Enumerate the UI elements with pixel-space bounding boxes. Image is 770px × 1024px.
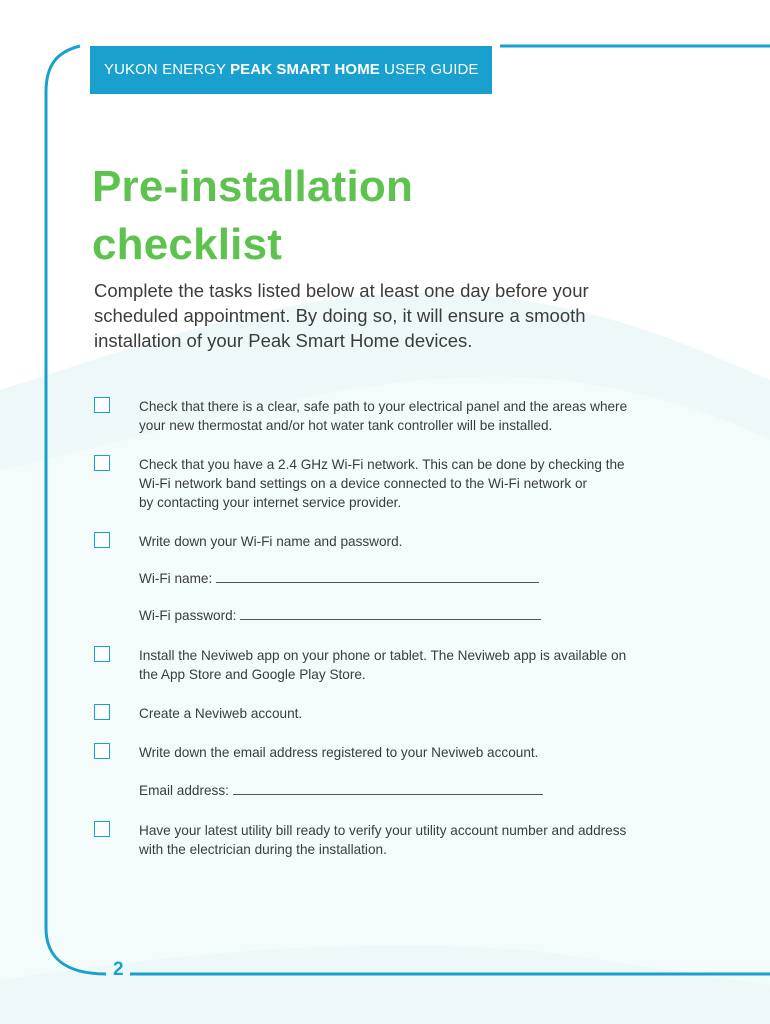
checklist-item-text: Install the Neviweb app on your phone or tablet. The Neviweb app is available on the App Store and Google Play Store. xyxy=(139,648,627,682)
wifi-name-blank-line[interactable] xyxy=(216,569,539,583)
email-address-label: Email address: xyxy=(139,783,229,798)
wifi-password-blank-line[interactable] xyxy=(240,606,541,620)
guide-header-banner xyxy=(90,46,492,94)
email-address-blank-line[interactable] xyxy=(233,781,543,795)
title-line-2: checklist xyxy=(92,220,283,269)
wifi-name-label: Wi-Fi name: xyxy=(139,571,213,586)
wifi-name-field[interactable] xyxy=(139,569,539,588)
checkbox[interactable] xyxy=(94,704,110,720)
checkbox[interactable] xyxy=(94,646,110,662)
checkbox[interactable] xyxy=(94,821,110,837)
checkbox[interactable] xyxy=(94,397,110,413)
checklist-item-text: Write down the email address registered to your Neviweb account. xyxy=(139,745,539,760)
wifi-password-field[interactable] xyxy=(139,606,541,625)
checkbox[interactable] xyxy=(94,532,110,548)
header-brand: YUKON ENERGY xyxy=(104,61,231,78)
title-line-1: Pre-installation xyxy=(92,162,414,211)
checklist-item-text: Write down your Wi-Fi name and password. xyxy=(139,534,403,549)
intro-paragraph: Complete the tasks listed below at least one day before your scheduled appointment. By doing so, it will ensure a smooth installation of your Peak Smart Home devices. xyxy=(94,280,589,351)
header-product: PEAK SMART HOME xyxy=(230,61,380,78)
checkbox[interactable] xyxy=(94,455,110,471)
page-number: 2 xyxy=(113,959,124,980)
checklist-item-text: Have your latest utility bill ready to verify your utility account number and address with the electrician during the installation. xyxy=(139,823,627,857)
header-suffix: USER GUIDE xyxy=(379,61,479,78)
checklist-item-text: Check that you have a 2.4 GHz Wi-Fi network. This can be done by checking the Wi-Fi network band settings on a device connected to the Wi-Fi network or by contacting your internet service provider. xyxy=(139,457,625,510)
page-title xyxy=(92,158,413,274)
checklist-item-text: Check that there is a clear, safe path to your electrical panel and the areas where your new thermostat and/or hot water tank controller will be installed. xyxy=(139,399,628,433)
email-address-field[interactable] xyxy=(139,781,543,800)
checklist-item-text: Create a Neviweb account. xyxy=(139,706,303,721)
wifi-password-label: Wi-Fi password: xyxy=(139,608,237,623)
checkbox[interactable] xyxy=(94,743,110,759)
